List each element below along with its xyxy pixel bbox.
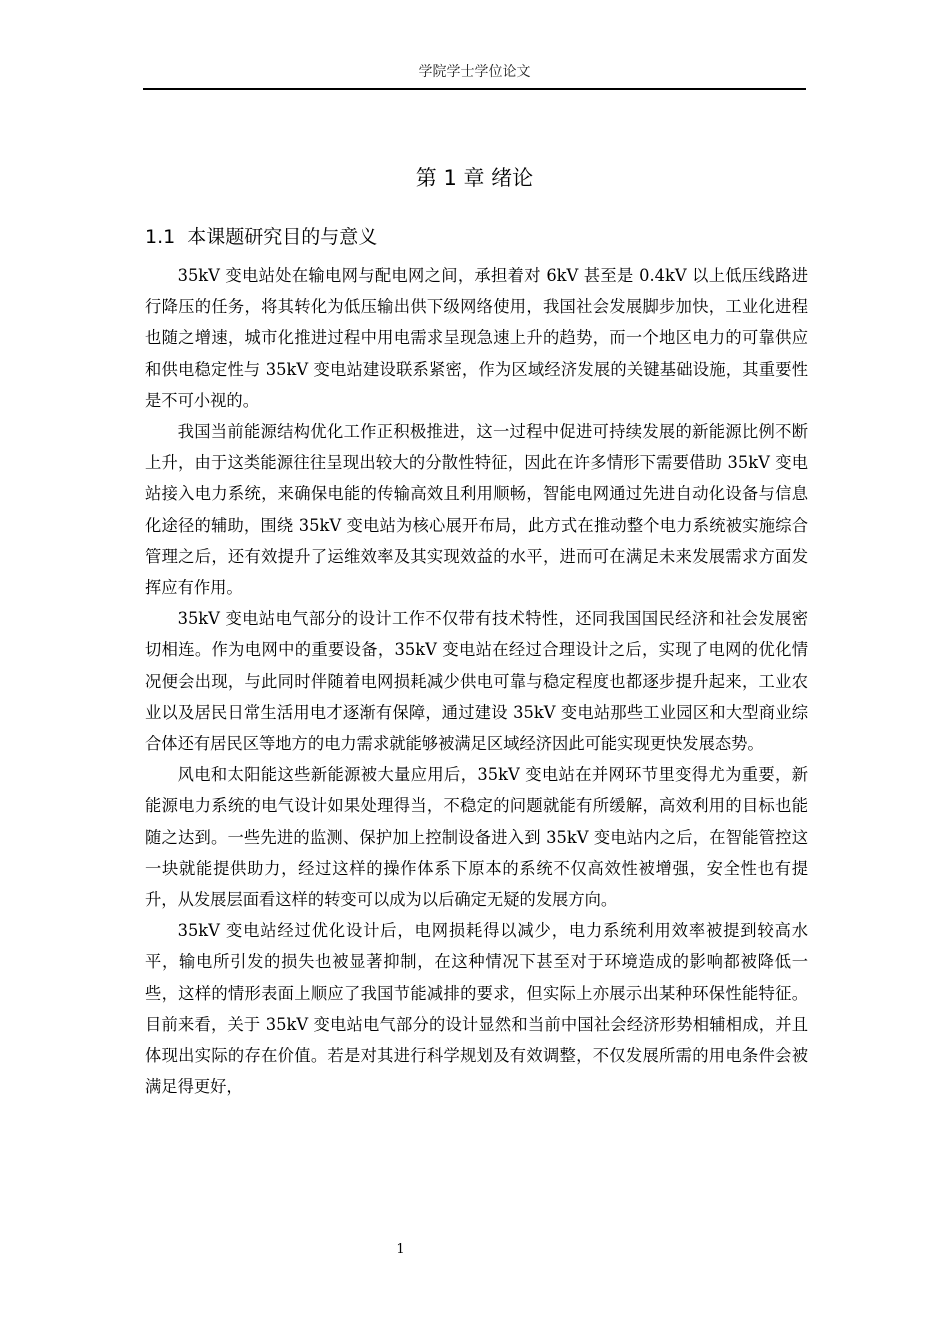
chapter-title: 第 1 章 绪论 bbox=[415, 166, 534, 191]
section-title: 本课题研究目的与意义 bbox=[187, 226, 378, 248]
section-number: 1.1 bbox=[145, 226, 176, 248]
header-rule bbox=[143, 88, 806, 90]
paragraph-4: 风电和太阳能这些新能源被大量应用后，35kV 变电站在并网环节里变得尤为重要，新能源电力系统的电气设计如果处理得当，不稳定的问题就能有所缓解，高效利用的目标也能随之达到。一些先进的监测、保护加上控制设备进入到 35kV 变电站内之后，在智能管控这一块就能提供助力，经过这样的操作体系下原本的系统不仅高效性被增强，安全性也有提升，从发展层面看这样的转变可以成为以后确定无疑的发展方向。 bbox=[145, 765, 808, 910]
paragraph-1: 35kV 变电站处在输电网与配电网之间，承担着对 6kV 甚至是 0.4kV 以上低压线路进行降压的任务，将其转化为低压输出供下级网络使用，我国社会发展脚步加快，工业化进程也随之增速，城市化推进过程中用电需求呈现急速上升的趋势，而一个地区电力的可靠供应和供电稳定性与 35kV 变电站建设联系紧密，作为区域经济发展的关键基础设施，其重要性是不可小视的。 bbox=[145, 266, 808, 410]
page-number: 1 bbox=[396, 1242, 405, 1257]
paragraph-2: 我国当前能源结构优化工作正积极推进，这一过程中促进可持续发展的新能源比例不断上升，由于这类能源往往呈现出较大的分散性特征，因此在许多情形下需要借助 35kV 变电站接入电力系统，来确保电能的传输高效且利用顺畅，智能电网通过先进自动化设备与信息化途径的辅助，围绕 35kV 变电站为核心展开布局，此方式在推动整个电力系统被实施综合管理之后，还有效提升了运维效率及其实现效益的水平，进而可在满足未来发展需求方面发挥应有作用。 bbox=[145, 422, 808, 598]
paragraph-5: 35kV 变电站经过优化设计后，电网损耗得以减少，电力系统利用效率被提到较高水平，输电所引发的损失也被显著抑制，在这种情况下甚至对于环境造成的影响都被降低一些，这样的情形表面上顺应了我国节能减排的要求，但实际上亦展示出某种环保性能特征。目前来看，关于 35kV 变电站电气部分的设计显然和当前中国社会经济形势相辅相成，并且体现出实际的存在价值。若是对其进行科学规划及有效调整，不仅发展所需的用电条件会被满足得更好， bbox=[145, 921, 808, 1097]
paragraph-3: 35kV 变电站电气部分的设计工作不仅带有技术特性，还同我国国民经济和社会发展密切相连。作为电网中的重要设备，35kV 变电站在经过合理设计之后，实现了电网的优化情况便会出现，与此同时伴随着电网损耗减少供电可靠与稳定程度也都逐步提升起来，工业农业以及居民日常生活用电才逐渐有保障，通过建设 35kV 变电站那些工业园区和大型商业综合体还有居民区等地方的电力需求就能够被满足区域经济因此可能实现更快发展态势。 bbox=[145, 609, 808, 754]
body-text bbox=[145, 260, 808, 1102]
running-header: 学院学士学位论文 bbox=[418, 64, 531, 80]
section-heading bbox=[145, 222, 377, 252]
